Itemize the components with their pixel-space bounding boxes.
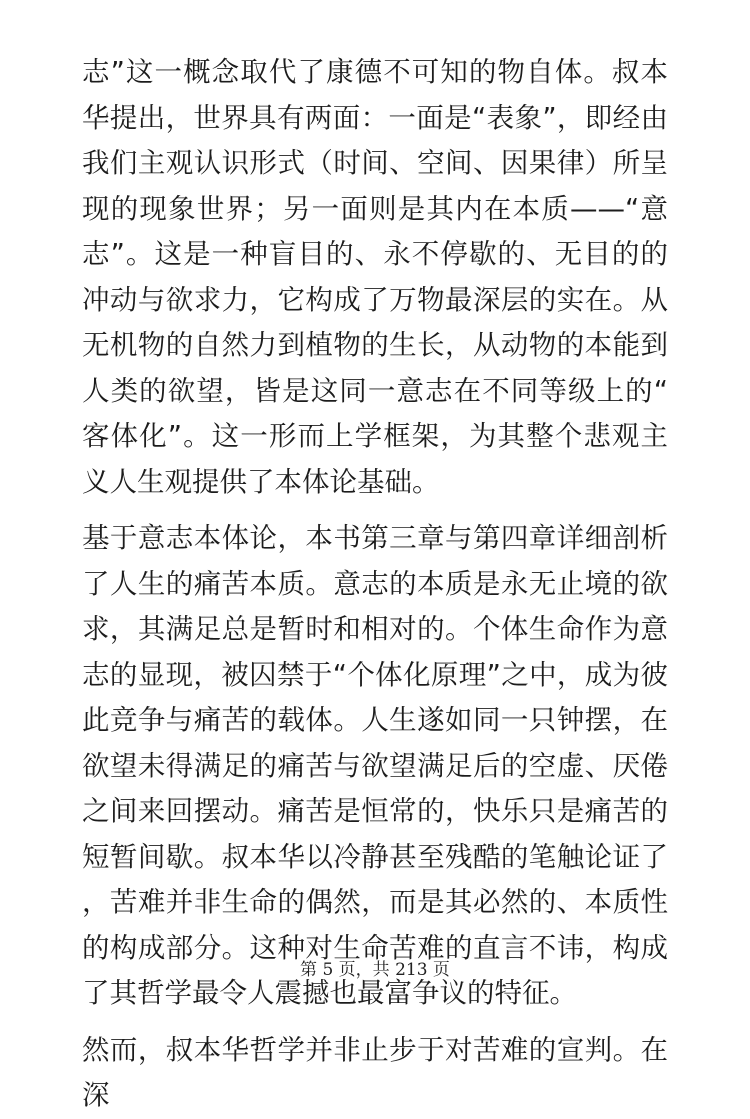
paragraph-3: 然而，叔本华哲学并非止步于对苦难的宣判。在深	[82, 1033, 668, 1111]
page-number-footer: 第 5 页，共 213 页	[300, 960, 450, 980]
paragraph-1: 志”这一概念取代了康德不可知的物自体。叔本华提出，世界具有两面：一面是“表象”，即经由我们主观认识形式（时间、空间、因果律）所呈现的现象世界；另一面则是其内在本质——“意志”。这是一种盲目的、永不停歇的、无目的的冲动与欲求力，它构成了万物最深层的实在。从无机物的自然力到植物的生长，从动物的本能到人类的欲望，皆是这同一意志在不同等级上的“客体化”。这一形而上学框架，为其整个悲观主义人生观提供了本体论基础。	[82, 56, 668, 498]
paragraph-2: 基于意志本体论，本书第三章与第四章详细剖析了人生的痛苦本质。意志的本质是永无止境的欲求，其满足总是暂时和相对的。个体生命作为意志的显现，被囚禁于“个体化原理”之中，成为彼此竞争与痛苦的载体。人生遂如同一只钟摆，在欲望未得满足的痛苦与欲望满足后的空虚、厌倦之间来回摆动。痛苦是恒常的，快乐只是痛苦的短暂间歇。叔本华以冷静甚至残酷的笔触论证了，苦难并非生命的偶然，而是其必然的、本质性的构成部分。这种对生命苦难的直言不讳，构成了其哲学最令人震撼也最富争议的特征。	[82, 522, 668, 1009]
